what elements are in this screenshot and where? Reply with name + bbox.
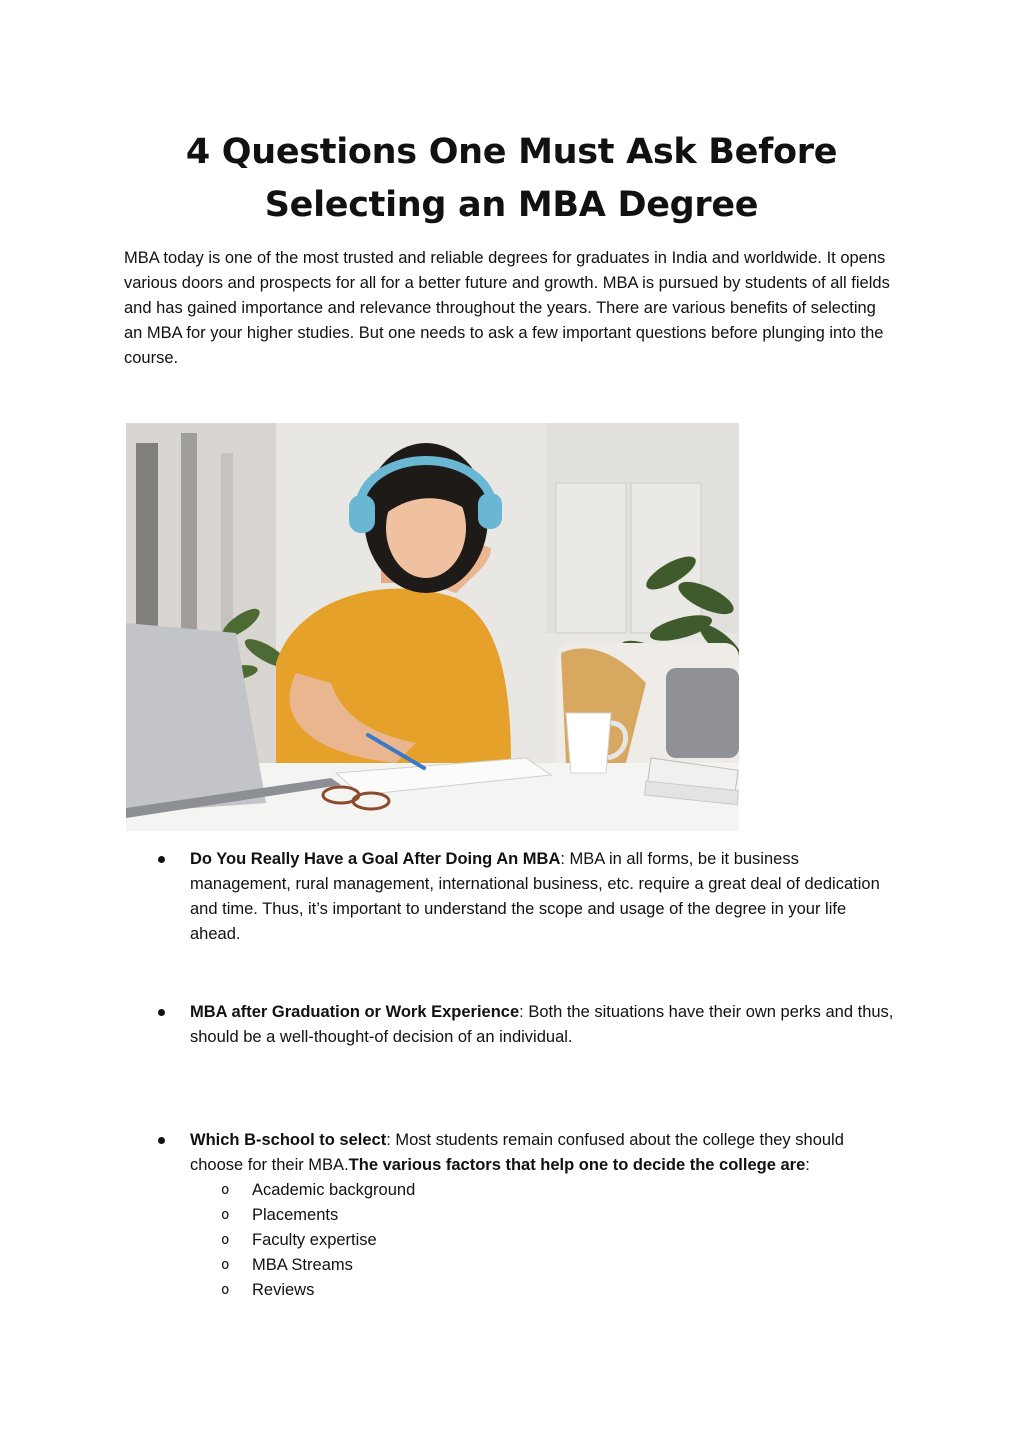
- bullet-tail: :: [805, 1156, 810, 1174]
- bullet-heading: MBA after Graduation or Work Experience: [190, 1003, 520, 1021]
- page-title: 4 Questions One Must Ask Before Selecting an MBA Degree: [185, 132, 838, 225]
- circle-bullet-icon: o: [221, 1207, 230, 1223]
- list-item: [190, 847, 895, 947]
- sub-list-label: Academic background: [252, 1181, 416, 1199]
- circle-bullet-icon: o: [221, 1257, 230, 1273]
- circle-bullet-icon: o: [221, 1182, 230, 1198]
- list-item: [190, 1000, 895, 1050]
- sub-list-item: [221, 1253, 415, 1278]
- sub-list-item: [221, 1278, 415, 1303]
- circle-bullet-icon: o: [221, 1232, 230, 1248]
- sub-list-label: Faculty expertise: [252, 1231, 377, 1249]
- bullet-text: : MBA in all forms, be it business management, rural management, international business, etc. require a great deal of dedication and time. Thus, it’s important to understand the scope and usage of the degree in your life ahead.: [190, 850, 880, 943]
- sub-list-item: [221, 1203, 415, 1228]
- bullet-text: : Most students remain confused about the college they should choose for their MBA.: [190, 1131, 844, 1174]
- circle-bullet-icon: o: [221, 1282, 230, 1298]
- intro-paragraph: MBA today is one of the most trusted and reliable degrees for graduates in India and worldwide. It opens various doors and prospects for all for a better future and growth. MBA is pursued by students of all fields and has gained importance and relevance throughout the years. There are various benefits of selecting an MBA for your higher studies. But one needs to ask a few important questions before plunging into the course.: [124, 249, 890, 367]
- list-item: [190, 1128, 895, 1178]
- sub-list-label: Reviews: [252, 1281, 315, 1299]
- sub-list-item: [221, 1228, 415, 1253]
- sub-list-item: [221, 1178, 416, 1203]
- sub-list-label: MBA Streams: [252, 1256, 353, 1274]
- bullet-heading: Do You Really Have a Goal After Doing An MBA: [190, 850, 561, 868]
- bullet-icon: [158, 856, 165, 863]
- article-photo: [126, 423, 739, 831]
- sub-list-label: Placements: [252, 1206, 339, 1224]
- bullet-emphasis: The various factors that help one to decide the college are: [348, 1156, 806, 1174]
- bullet-text: : Both the situations have their own perks and thus, should be a well-thought-of decision of an individual.: [190, 1003, 894, 1046]
- bullet-icon: [158, 1137, 165, 1144]
- bullet-heading: Which B-school to select: [190, 1131, 387, 1149]
- college-factors-list: [221, 1178, 416, 1303]
- bullet-icon: [158, 1009, 165, 1016]
